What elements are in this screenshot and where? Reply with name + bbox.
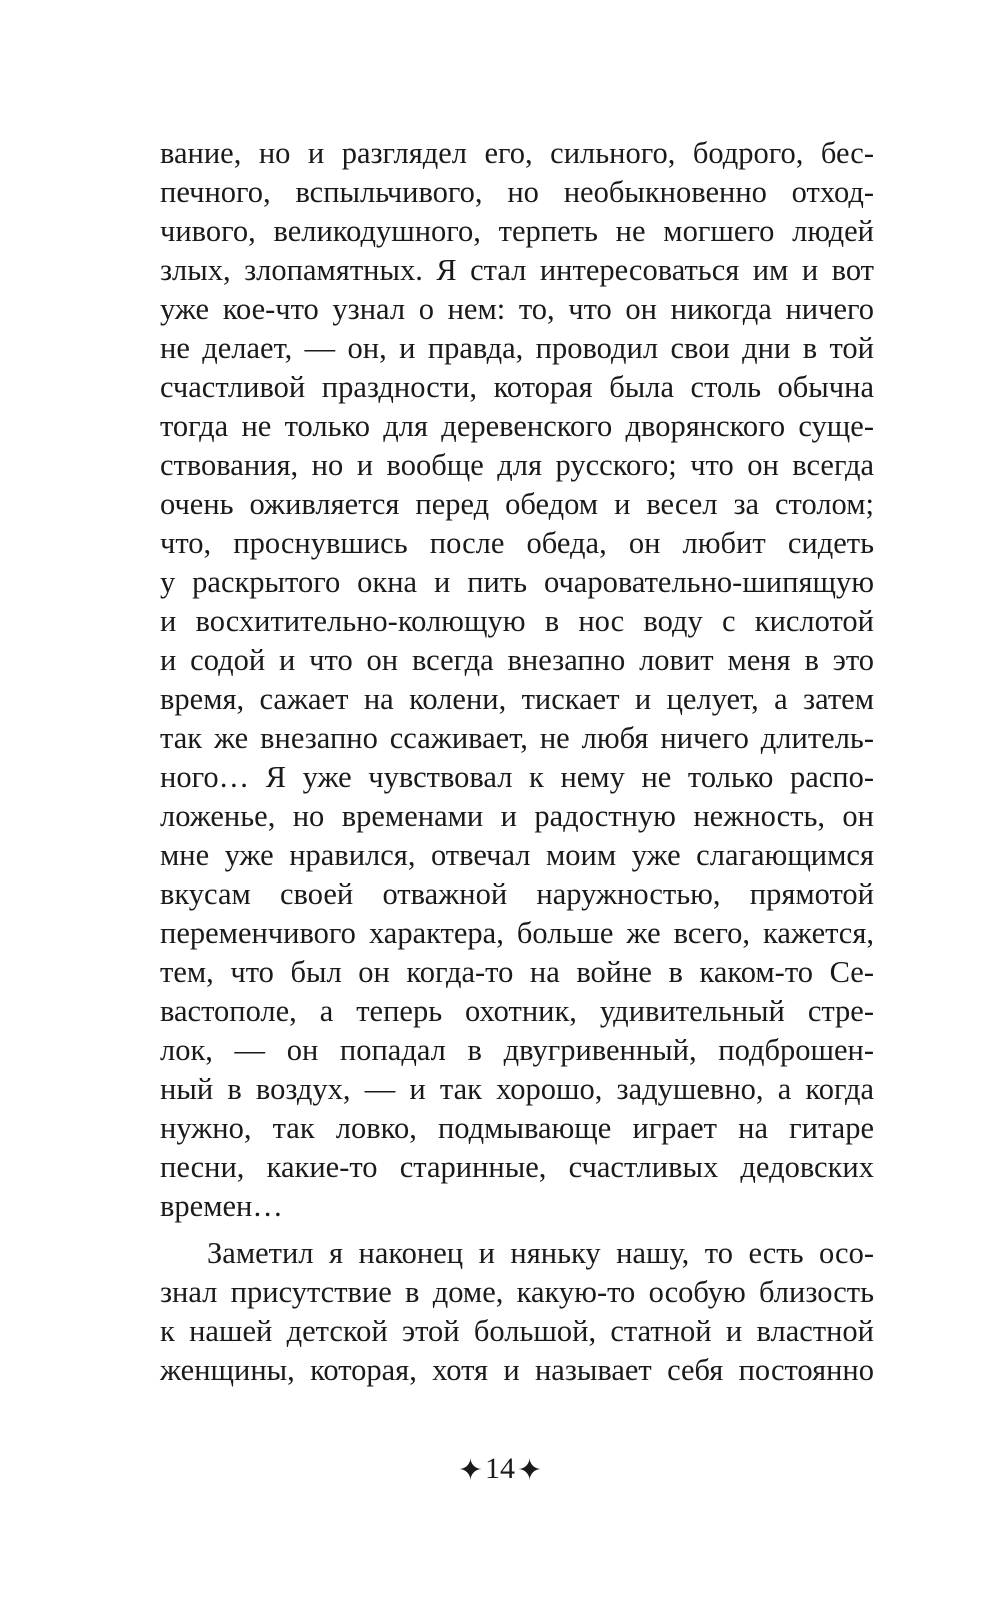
text-line: к нашей детской этой большой, статной и властной [160, 1314, 874, 1348]
text-line: тем, что был он когда-то на войне в каком-то Се- [160, 955, 874, 989]
text-line: уже кое-что узнал о нем: то, что он никогда ничего [160, 292, 874, 326]
text-line: нужно, так ловко, подмывающе играет на гитаре [160, 1111, 874, 1145]
text-line: и содой и что он всегда внезапно ловит меня в это [160, 643, 874, 677]
page-number: 14 [485, 1452, 515, 1485]
paragraph-gap [160, 1226, 874, 1234]
page-folio [0, 1451, 1000, 1489]
text-line: не делает, — он, и правда, проводил свои дни в той [160, 331, 874, 365]
text-line: тогда не только для деревенского дворянского суще- [160, 409, 874, 443]
text-line: вание, но и разглядел его, сильного, бодрого, бес- [160, 136, 874, 170]
text-line: и восхитительно-колющую в нос воду с кислотой [160, 604, 874, 638]
text-line: ный в воздух, — и так хорошо, задушевно, а когда [160, 1072, 874, 1106]
text-line: злых, злопамятных. Я стал интересоваться им и вот [160, 253, 874, 287]
text-line: ложенье, но временами и радостную нежность, он [160, 799, 874, 833]
text-line: времен… [160, 1189, 283, 1223]
text-line: очень оживляется перед обедом и весел за столом; [160, 487, 874, 521]
text-line: ного… Я уже чувствовал к нему не только распо- [160, 760, 874, 794]
text-line: женщины, которая, хотя и называет себя постоянно [160, 1353, 874, 1387]
body-text [160, 134, 874, 1390]
paragraph [160, 1234, 874, 1390]
text-line: песни, какие-то старинные, счастливых дедовских [160, 1150, 874, 1184]
text-line: чивого, великодушного, терпеть не могшего людей [160, 214, 874, 248]
text-line: счастливой праздности, которая была столь обычна [160, 370, 874, 404]
text-line: вастополе, а теперь охотник, удивительный стре- [160, 994, 874, 1028]
left-diamond-ornament-icon: ✦ [457, 1454, 483, 1488]
text-line: Заметил я наконец и няньку нашу, то есть осо- [207, 1236, 874, 1270]
text-line: печного, вспыльчивого, но необыкновенно отход- [160, 175, 874, 209]
text-line: знал присутствие в доме, какую-то особую близость [160, 1275, 874, 1309]
text-line: что, проснувшись после обеда, он любит сидеть [160, 526, 874, 560]
text-line: лок, — он попадал в двугривенный, подброшен- [160, 1033, 874, 1067]
right-diamond-ornament-icon: ✦ [517, 1454, 543, 1488]
text-line: мне уже нравился, отвечал моим уже слагающимся [160, 838, 874, 872]
text-line: переменчивого характера, больше же всего, кажется, [160, 916, 874, 950]
text-line: так же внезапно ссаживает, не любя ничего длитель- [160, 721, 874, 755]
text-line: у раскрытого окна и пить очаровательно-шипящую [160, 565, 874, 599]
text-line: время, сажает на колени, тискает и целует, а затем [160, 682, 874, 716]
text-line: вкусам своей отважной наружностью, прямотой [160, 877, 874, 911]
text-line: ствования, но и вообще для русского; что он всегда [160, 448, 874, 482]
paragraph [160, 134, 874, 1226]
